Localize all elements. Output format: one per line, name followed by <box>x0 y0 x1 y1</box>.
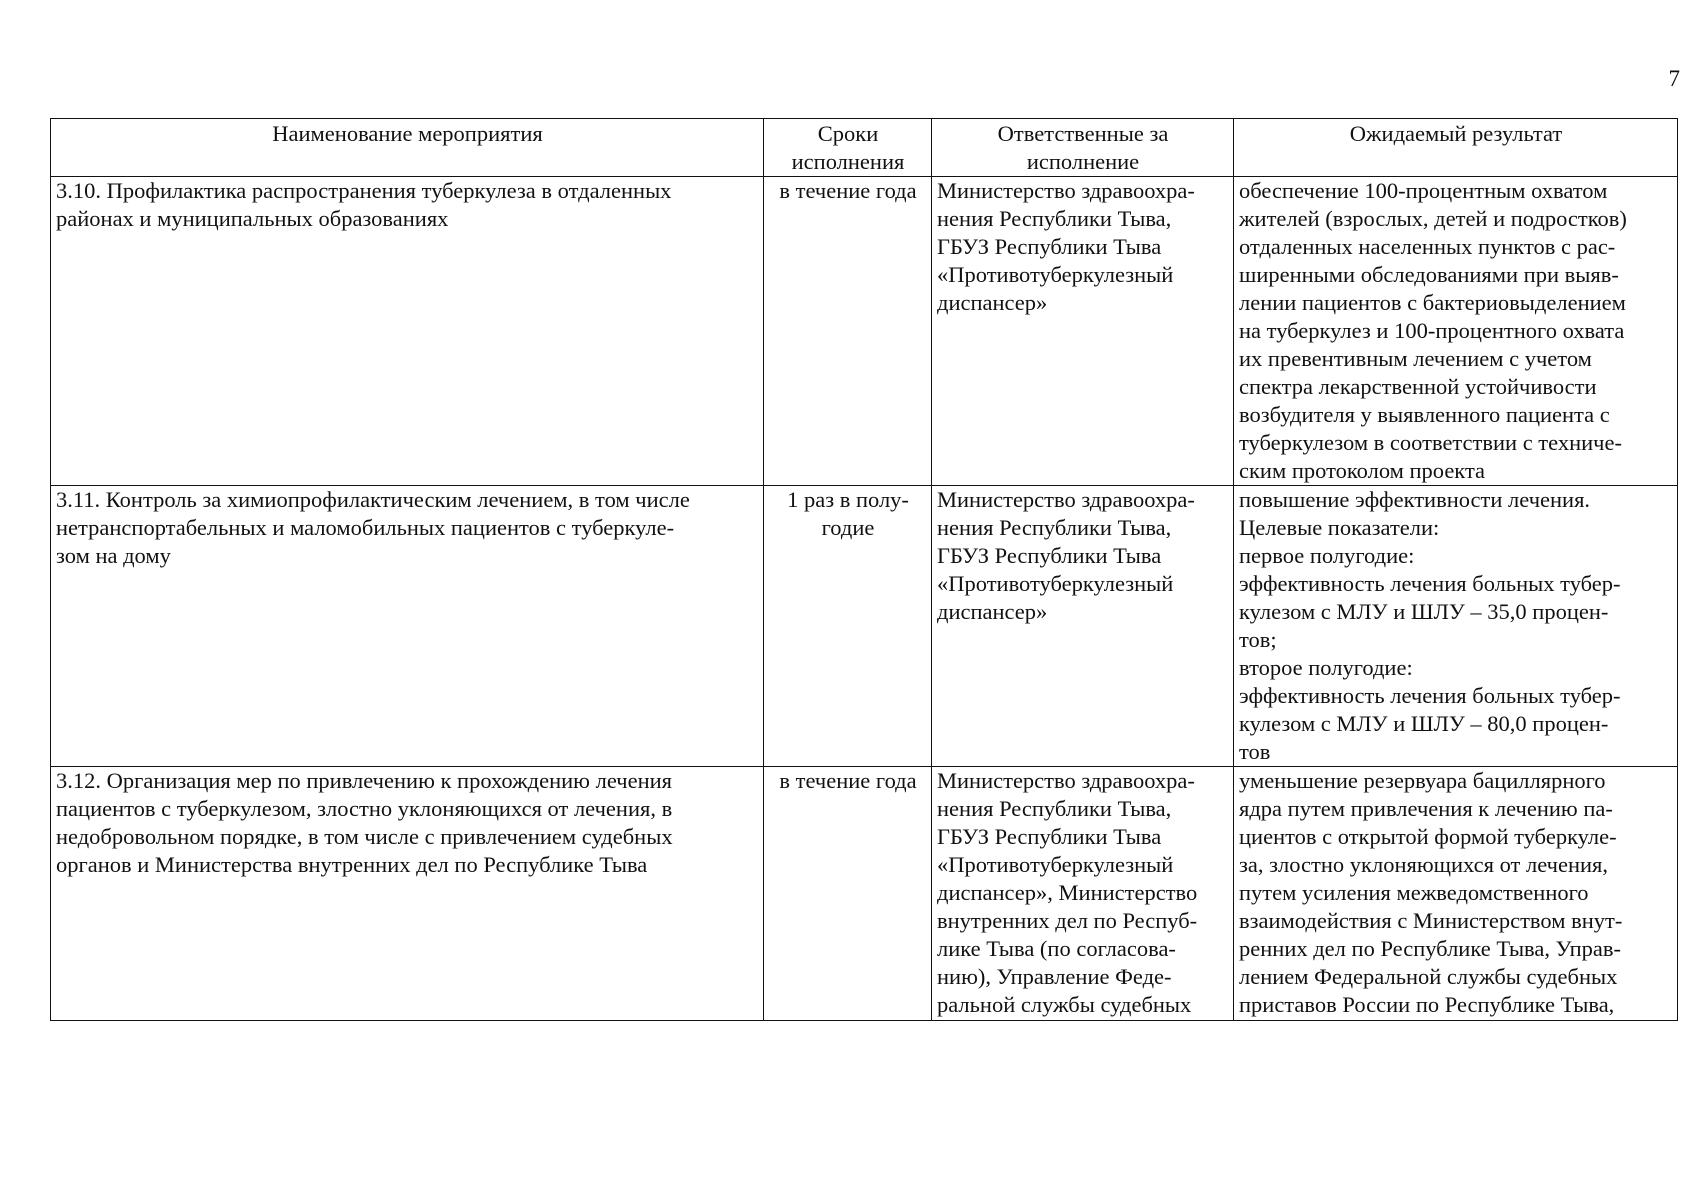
action-plan-table <box>50 118 1678 1021</box>
cell-responsible: Министерство здравоохра- нения Республики Тыва, ГБУЗ Республики Тыва «Противотуберкулезный диспансер» <box>932 177 1234 486</box>
cell-expected-result: обеспечение 100-процентным охватом жителей (взрослых, детей и подростков) отдаленных населенных пунктов с рас- ширенными обследованиями при выяв- лении пациентов с бактериовыделением на туберкулез и 100-процентного охвата их превентивным лечением с учетом спектра лекарственной устойчивости возбудителя у выявленного пациента с туберкулезом в соответствии с техниче- ским протоколом проекта <box>1234 177 1678 486</box>
cell-responsible: Министерство здравоохра- нения Республики Тыва, ГБУЗ Республики Тыва «Противотуберкулезный диспансер» <box>932 486 1234 767</box>
cell-deadline: 1 раз в полу- годие <box>764 486 932 767</box>
cell-activity-name: 3.10. Профилактика распространения туберкулеза в отдаленных районах и муниципальных образованиях <box>51 177 764 486</box>
cell-expected-result: уменьшение резервуара бациллярного ядра путем привлечения к лечению па- циентов с открытой формой туберкуле- за, злостно уклоняющихся от лечения, путем усиления межведомственного взаимодействия с Министерством внут- ренних дел по Республике Тыва, Управ- лением Федеральной службы судебных приставов России по Республике Тыва, <box>1234 767 1678 1021</box>
cell-responsible: Министерство здравоохра- нения Республики Тыва, ГБУЗ Республики Тыва «Противотуберкулезный диспансер», Министерство внутренних дел по Респуб- лике Тыва (по согласова- нию), Управление Феде- ральной службы судебных <box>932 767 1234 1021</box>
table-row <box>51 767 1678 1021</box>
cell-activity-name: 3.12. Организация мер по привлечению к прохождению лечения пациентов с туберкулезом, злостно уклоняющихся от лечения, в недобровольном порядке, в том числе с привлечением судебных органов и Министерства внутренних дел по Республике Тыва <box>51 767 764 1021</box>
cell-expected-result: повышение эффективности лечения. Целевые показатели: первое полугодие: эффективность лечения больных тубер- кулезом с МЛУ и ШЛУ – 35,0 процен- тов; второе полугодие: эффективность лечения больных тубер- кулезом с МЛУ и ШЛУ – 80,0 процен- тов <box>1234 486 1678 767</box>
cell-deadline: в течение года <box>764 177 932 486</box>
header-expected-result: Ожидаемый результат <box>1234 119 1678 177</box>
header-deadline: Сроки исполнения <box>764 119 932 177</box>
table-header-row <box>51 119 1678 177</box>
table-row <box>51 177 1678 486</box>
header-activity-name: Наименование мероприятия <box>51 119 764 177</box>
page-number: 7 <box>1668 66 1680 91</box>
header-responsible: Ответственные за исполнение <box>932 119 1234 177</box>
cell-activity-name: 3.11. Контроль за химиопрофилактическим лечением, в том числе нетранспортабельных и маломобильных пациентов с туберкуле- зом на дому <box>51 486 764 767</box>
cell-deadline: в течение года <box>764 767 932 1021</box>
table-row <box>51 486 1678 767</box>
